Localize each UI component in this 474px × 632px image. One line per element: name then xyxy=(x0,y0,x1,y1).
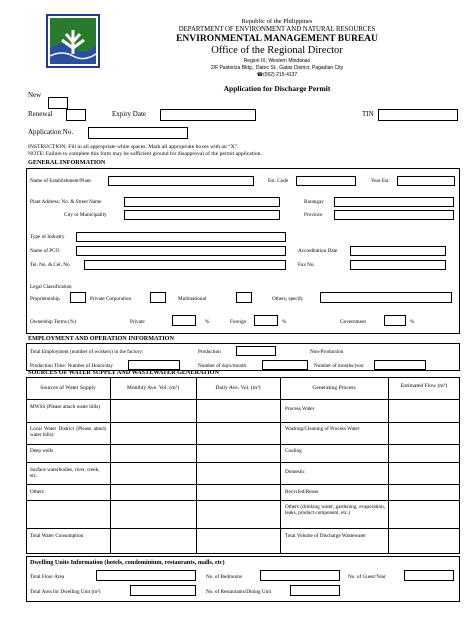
months-field[interactable] xyxy=(374,360,426,370)
restaurants-field[interactable] xyxy=(290,585,340,596)
industry-field[interactable] xyxy=(76,232,286,242)
bedrooms-field[interactable] xyxy=(260,570,340,581)
note-text: NOTE: Failure to complete this form may be sufficient ground for disapproval of the permit application. xyxy=(28,151,262,157)
barangay-label: Barangay xyxy=(304,199,324,205)
others-specify-field[interactable] xyxy=(320,292,452,303)
private-pct-field[interactable] xyxy=(172,315,196,326)
floor-area-label: Total Floor Area xyxy=(30,574,65,580)
process-cooling: Cooling xyxy=(285,448,302,454)
legal-label: Legal Classification xyxy=(30,284,72,290)
est-code-label: Est. Code xyxy=(268,178,289,184)
dwelling-heading: Dwelling Units Information (hotels, condominium, restaurants, malls, etc) xyxy=(30,559,225,566)
restaurants-label: No. of Restaurants/Dining Unit xyxy=(206,589,272,595)
pco-field[interactable] xyxy=(76,246,286,256)
bureau-text: ENVIRONMENTAL MANAGEMENT BUREAU xyxy=(176,34,378,44)
form-title: Application for Discharge Permit xyxy=(223,84,331,93)
government-pct-field[interactable] xyxy=(384,315,406,326)
process-domestic: Domestic xyxy=(285,469,305,475)
new-label: New xyxy=(28,91,42,99)
private-corp-label: Private Corporation xyxy=(90,296,132,302)
new-checkbox[interactable] xyxy=(48,97,68,109)
application-no-label: Application No. xyxy=(28,128,74,136)
est-code-field[interactable] xyxy=(296,176,356,186)
col-flow-header: Estimated Flow (m³) xyxy=(400,383,448,389)
government-label: Government xyxy=(340,319,366,325)
water-heading: SOURCES OF WATER SUPPLY AND WASTEWATER GENERATION xyxy=(28,369,219,376)
dwelling-area-field[interactable] xyxy=(130,585,196,596)
city-label: City or Municipality xyxy=(64,212,107,218)
employment-heading: EMPLOYMENT AND OPERATION INFORMATION xyxy=(28,335,174,342)
bedrooms-label: No. of Bedrooms xyxy=(206,574,242,580)
days-label: Number of days/month xyxy=(198,363,247,369)
fax-label: Fax No. xyxy=(298,262,315,268)
source-deep-wells: Deep wells xyxy=(30,448,54,454)
process-water: Process Water xyxy=(285,406,315,412)
tel-label: Tel. No. & Cel. No xyxy=(30,262,70,268)
application-no-field[interactable] xyxy=(88,127,188,139)
private-label: Private xyxy=(130,319,145,325)
others-specify-label: Others, specify xyxy=(272,296,304,302)
process-recycled: Recycled/Reuse xyxy=(285,489,319,495)
tin-field[interactable] xyxy=(378,109,458,121)
barangay-field[interactable] xyxy=(334,197,454,207)
accreditation-label: Accreditation Date xyxy=(298,248,338,254)
department-text: DEPARTMENT OF ENVIRONMENT AND NATURAL RESOURCES xyxy=(178,26,376,33)
pct2-label: % xyxy=(282,319,287,325)
ownership-label: Ownership Terms (%) xyxy=(30,319,76,325)
source-local-district: Local Water District (Please attach water bills) xyxy=(30,426,106,438)
renewal-label: Renewal xyxy=(28,110,53,118)
instruction-text: INSTRUCTION: Fill in all appropriate white spaces. Mark all appropriate boxes with an “X”. xyxy=(28,144,239,150)
source-mwss: MWSS (Please attach water bills) xyxy=(30,404,101,410)
source-surface: Surface waterbodies, river, creek, etc. xyxy=(30,467,100,479)
production-field[interactable] xyxy=(236,346,276,356)
accreditation-field[interactable] xyxy=(350,246,446,256)
production-time-label: Production Time: Number of Hours/day xyxy=(30,363,113,369)
source-total: Total Water Consumption xyxy=(30,533,84,539)
foreign-pct-field[interactable] xyxy=(254,315,278,326)
establishment-field[interactable] xyxy=(108,176,254,186)
pct3-label: % xyxy=(410,319,415,325)
year-est-label: Year Est. xyxy=(371,178,390,184)
tin-label: TIN xyxy=(362,110,374,118)
province-label: Province xyxy=(304,212,323,218)
republic-text: Republic of the Philippines xyxy=(241,18,313,25)
industry-label: Type of Industry xyxy=(30,234,65,240)
days-field[interactable] xyxy=(262,360,308,370)
renewal-checkbox[interactable] xyxy=(66,109,86,121)
col-process-header: Generating Process xyxy=(312,385,356,391)
general-heading: GENERAL INFORMATION xyxy=(28,159,106,166)
private-corp-checkbox[interactable] xyxy=(150,292,166,303)
pco-label: Name of PCO xyxy=(30,248,60,254)
months-label: Number of months/year xyxy=(314,363,364,369)
proprietorship-label: Proprietorship xyxy=(30,296,60,302)
establishment-label: Name of Establishment/Plant xyxy=(30,178,91,184)
multinational-label: Multinational xyxy=(178,296,207,302)
plant-address-label: Plant Address: No. & Street Name xyxy=(30,199,102,205)
plant-address-field[interactable] xyxy=(124,197,280,207)
foreign-label: Foreign xyxy=(230,319,247,325)
address-text: 2/F Pastoriza Bldg., Datoc St., Gatas District, Pagadian City xyxy=(210,65,344,71)
city-field[interactable] xyxy=(124,210,280,220)
fax-field[interactable] xyxy=(350,260,446,270)
province-field[interactable] xyxy=(334,210,454,220)
multinational-checkbox[interactable] xyxy=(236,292,252,303)
expiry-label: Expiry Date xyxy=(112,110,147,118)
process-others: Others (drinking water, gardening, evaporation, leaks, product component, etc.) xyxy=(285,504,385,516)
pct1-label: % xyxy=(205,319,210,325)
expiry-field[interactable] xyxy=(160,109,256,121)
col-daily-header: Daily Ave. Vol. (m³) xyxy=(215,385,261,391)
phone-text: ☎(062) 215-4137 xyxy=(256,72,298,78)
col-monthly-header: Monthly Ave. Vol. (m³) xyxy=(126,385,180,391)
process-washing: Washing/Cleaning of Process Water xyxy=(285,426,360,432)
source-others: Others xyxy=(30,489,44,495)
col-source-header: Sources of Water Supply xyxy=(40,385,96,391)
proprietorship-checkbox[interactable] xyxy=(70,292,86,303)
office-text: Office of the Regional Director xyxy=(211,45,343,56)
floor-area-field[interactable] xyxy=(96,570,196,581)
total-employment-label: Total Employment (number of workers) in the factory: xyxy=(30,349,144,355)
guest-field[interactable] xyxy=(404,570,454,581)
year-est-field[interactable] xyxy=(397,176,455,186)
region-text: Region IX, Western Mindanao xyxy=(243,58,311,64)
guest-label: No. of Guest/Year xyxy=(348,574,386,580)
process-total-discharge: Total Volume of Discharge Wastewater xyxy=(285,533,366,539)
nonproduction-label: Non-Production xyxy=(310,349,344,355)
production-label: Production xyxy=(198,349,221,355)
dwelling-area-label: Total Area for Dwelling Unit (m²) xyxy=(30,589,101,595)
tel-field[interactable] xyxy=(84,260,286,270)
